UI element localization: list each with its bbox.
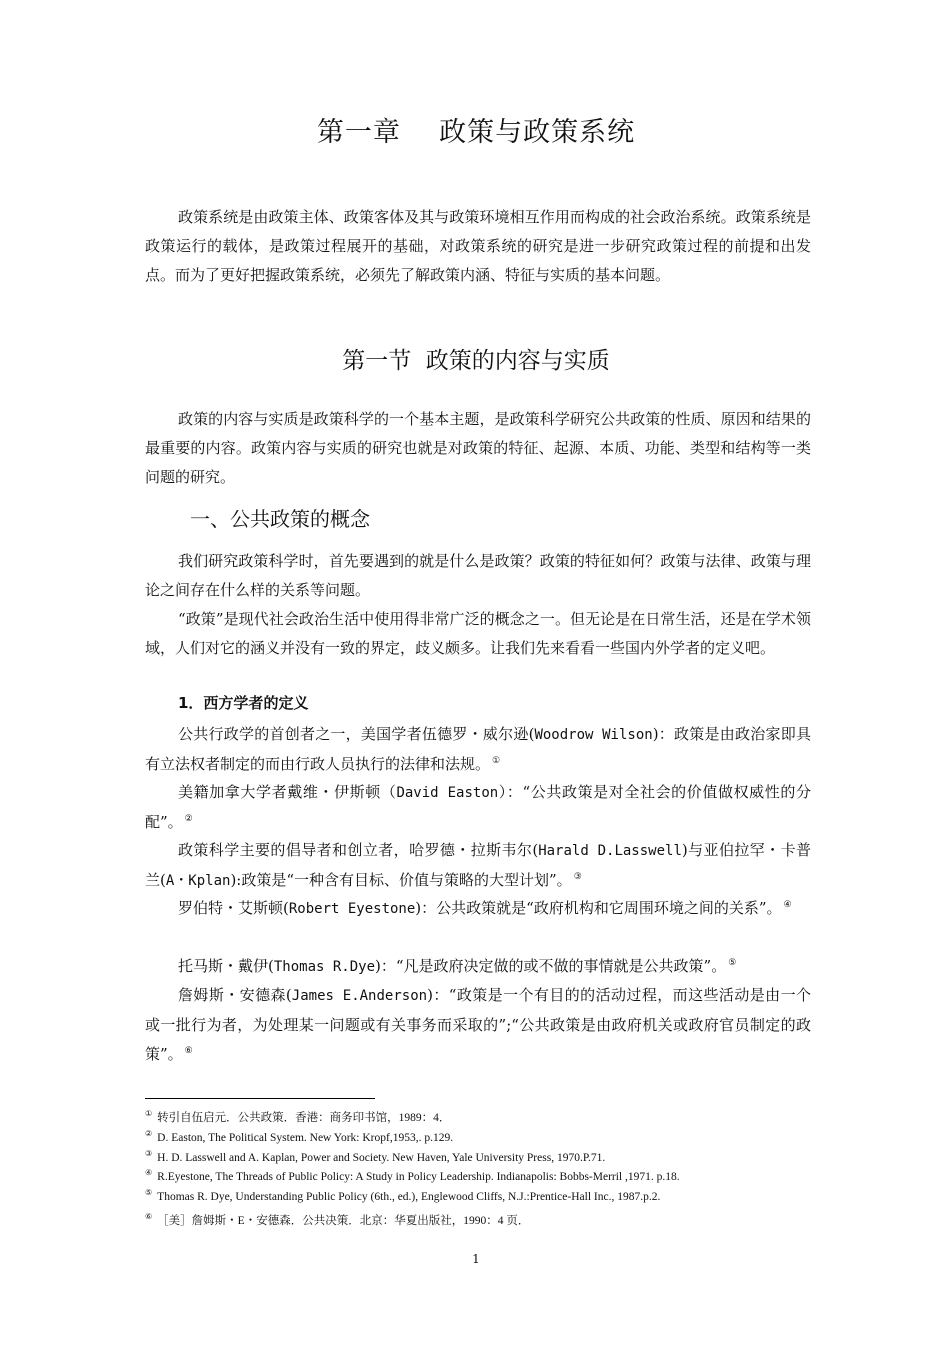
- subsection-title: 一、公共政策的概念: [190, 507, 370, 531]
- definition-text: )：政策是由政治家即具有立法权者制定的而由行政人员执行的法律和法规。: [145, 725, 811, 773]
- definition-text: 托马斯・戴伊(: [178, 957, 274, 975]
- footnote-mark: ②: [145, 1128, 153, 1138]
- definition-text: ）：“公共政策是对全社会的价值做权威性的分配”。: [145, 783, 811, 831]
- scholar-name: David Easton: [396, 785, 499, 801]
- scholar-name: A・Kplan: [165, 873, 231, 889]
- definition-text: )：“凡是政府决定做的或不做的事情就是公共政策”。: [375, 957, 727, 975]
- definition-text: 公共行政学的首创者之一，美国学者伍德罗・威尔逊(: [178, 725, 535, 743]
- footnote-item: [145, 1165, 811, 1185]
- definition-easton: [145, 778, 811, 837]
- footnote-item: [145, 1209, 811, 1229]
- definition-text: 詹姆斯・安德森(: [178, 986, 292, 1004]
- footnote-ref: ⑤: [728, 958, 737, 968]
- footnote-mark: ①: [145, 1109, 153, 1118]
- chapter-title: 第一章 政策与政策系统: [316, 117, 636, 148]
- footnote-mark: ⑥: [145, 1212, 153, 1222]
- footnote-text: D. Easton, The Political System. New York: Kropf,1953,. p.129.: [157, 1131, 454, 1144]
- footnote-ref: ①: [492, 756, 501, 766]
- section-title: 第一节 政策的内容与实质: [342, 348, 610, 374]
- definition-text: ):政策是“一种含有目标、价值与策略的大型计划”。: [230, 871, 572, 889]
- footnote-item: [145, 1146, 811, 1166]
- footnote-mark: ④: [145, 1168, 153, 1178]
- definition-dye: [145, 952, 811, 982]
- definition-text: 罗伯特・艾斯顿(: [178, 899, 289, 917]
- footnote-item: [145, 1126, 811, 1146]
- page-number: 1: [472, 1252, 480, 1266]
- chapter-intro-paragraph: 政策系统是由政策主体、政策客体及其与政策环境相互作用而构成的社会政治系统。政策系统是政策运行的载体，是政策过程展开的基础，对政策系统的研究是进一步研究政策过程的前提和出发点。而为了更好把握政策系统，必须先了解政策内涵、特征与实质的基本问题。: [145, 208, 811, 284]
- definition-text: 美籍加拿大学者戴维・伊斯顿（: [178, 783, 397, 801]
- definition-text: )：“政策是一个有目的的活动过程，而这些活动是由一个或一批行为者，为处理某一问题或有关事务而采取的”;“公共政策是由政府机关或政府官员制定的政策”。: [145, 986, 812, 1063]
- footnote-text: H. D. Lasswell and A. Kaplan, Power and Society. New Haven, Yale University Press, 1970.P.71.: [157, 1151, 606, 1164]
- scholar-name: Woodrow Wilson: [534, 727, 653, 743]
- scholar-name: Robert Eyestone: [288, 901, 416, 917]
- paragraph-policy-concept: “政策”是现代社会政治生活中使用得非常广泛的概念之一。但无论是在日常生活，还是在学术领域，人们对它的涵义并没有一致的界定，歧义颇多。让我们先来看看一些国内外学者的定义吧。: [145, 610, 811, 657]
- footnote-ref: ⑥: [184, 1046, 193, 1056]
- footnote-ref: ④: [783, 900, 792, 910]
- definition-wilson: [145, 720, 811, 779]
- footnote-mark: ③: [145, 1148, 153, 1158]
- definition-text: )：公共政策就是“政府机构和它周围环境之间的关系”。: [415, 899, 782, 917]
- definition-text: 政策科学主要的倡导者和创立者，哈罗德・拉斯韦尔(: [178, 841, 539, 859]
- footnote-mark: ⑤: [145, 1188, 153, 1198]
- definition-lasswell: [145, 836, 811, 896]
- definition-eyestone: [145, 894, 811, 924]
- definition-anderson: [145, 981, 811, 1069]
- scholar-name: Harald D.Lasswell: [538, 843, 682, 859]
- footnote-text: ［美］詹姆斯・E・安德森．公共决策．北京：华夏出版社，1990：4 页．: [157, 1214, 530, 1227]
- footnote-divider: [145, 1098, 375, 1099]
- footnote-text: Thomas R. Dye, Understanding Public Policy (6th., ed.), Englewood Cliffs, N.J.:Prentice-Hall Inc., 1987.p.2.: [157, 1191, 661, 1204]
- footnote-text: 转引自伍启元．公共政策．香港：商务印书馆，1989：4．: [157, 1111, 451, 1124]
- scholar-name: James E.Anderson: [291, 988, 428, 1004]
- scholar-name: Thomas R.Dye: [273, 959, 376, 975]
- footnote-item: [145, 1185, 811, 1205]
- heading-western-definitions: 1．西方学者的定义: [178, 694, 309, 712]
- section-intro-paragraph: 政策的内容与实质是政策科学的一个基本主题，是政策科学研究公共政策的性质、原因和结果的最重要的内容。政策内容与实质的研究也就是对政策的特征、起源、本质、功能、类型和结构等一类问题的研究。: [145, 410, 811, 486]
- footnote-item: [145, 1106, 811, 1126]
- definition-text: )与亚伯拉罕・卡普兰(: [145, 841, 811, 889]
- paragraph-questions: 我们研究政策科学时，首先要遇到的就是什么是政策？政策的特征如何？政策与法律、政策与理论之间存在什么样的关系等问题。: [145, 552, 811, 599]
- footnote-ref: ③: [573, 872, 582, 882]
- footnote-ref: ②: [184, 814, 193, 824]
- footnote-text: R.Eyestone, The Threads of Public Policy: A Study in Policy Leadership. Indianapolis: Bobbs-Merril ,1971. p.18.: [157, 1171, 680, 1184]
- footnotes: [145, 1106, 811, 1229]
